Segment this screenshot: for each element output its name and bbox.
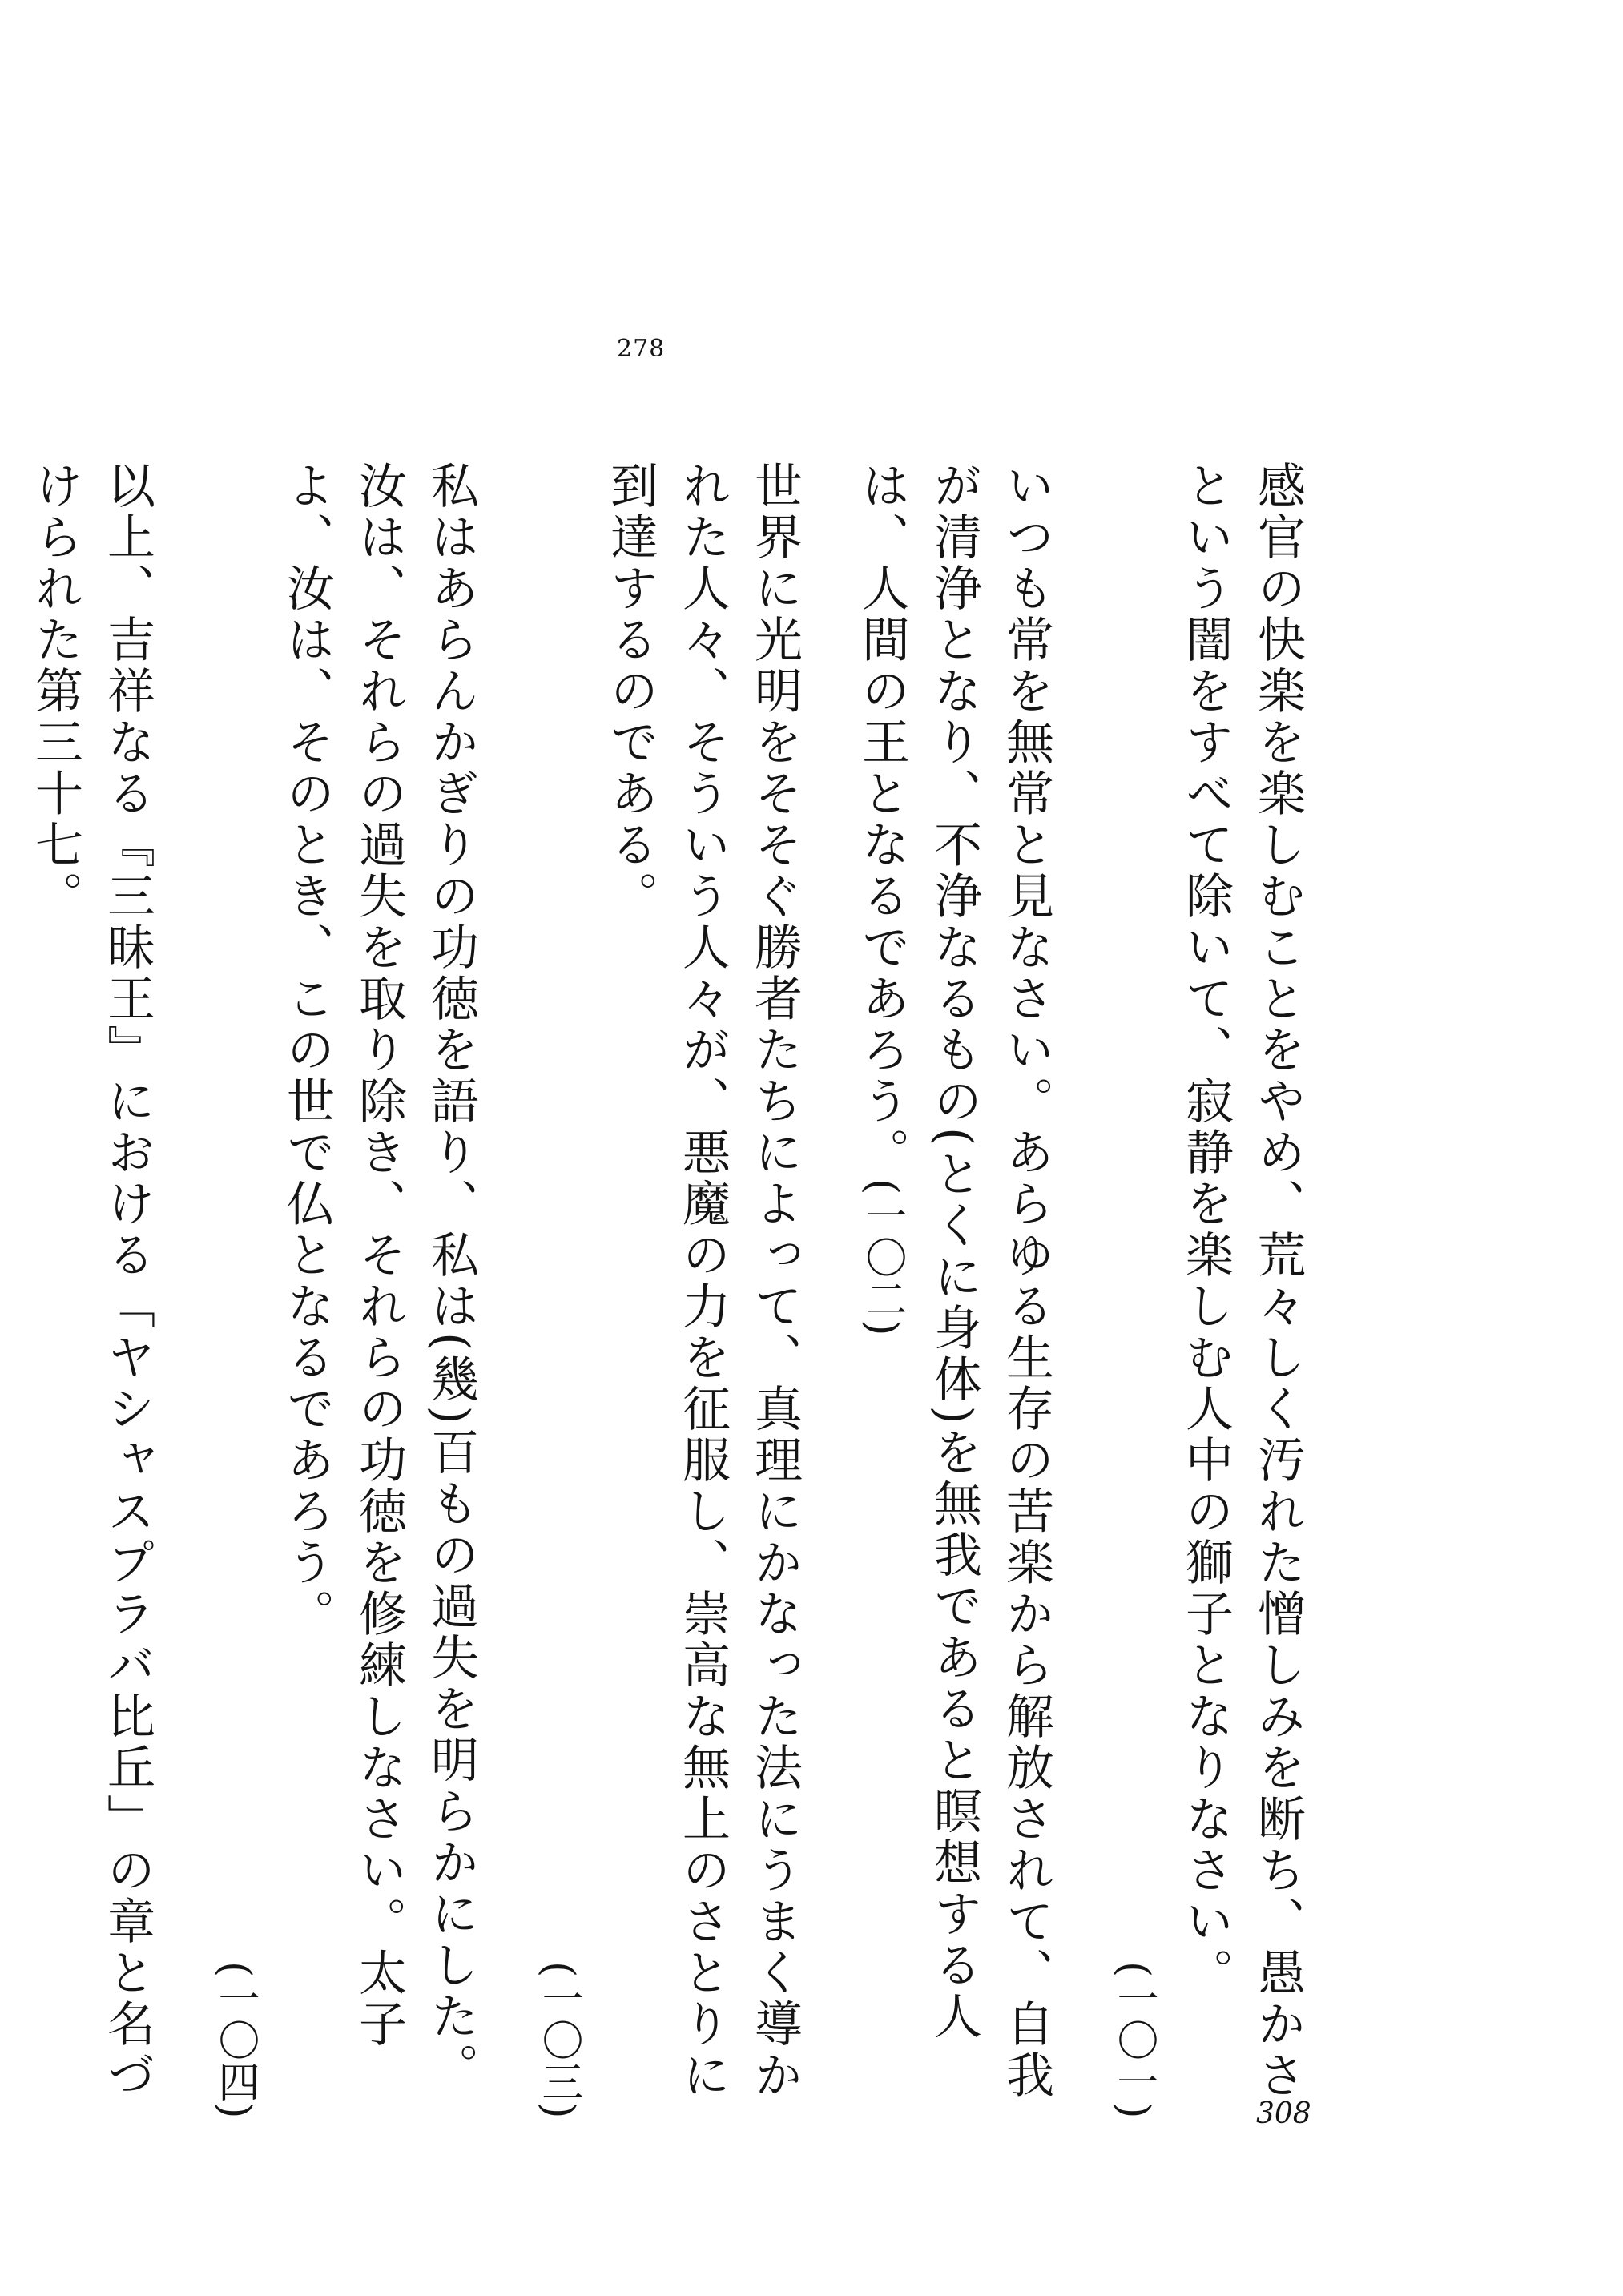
verse-text: 感官の快楽を楽しむことをやめ、荒々しく汚れた憎しみを断ち、愚かさという闇をすべて除いて、寂静を楽しむ人中の獅子となりなさい。 bbox=[1178, 461, 1306, 2101]
verse-text: 世界に光明をそそぐ勝者たちによって、真理にかなった法にうまく導かれた人々、そういう人々が、悪魔の力を征服し、崇高な無上のさとりに到達するのである。 bbox=[602, 461, 803, 2101]
verse-number: (一〇四) bbox=[211, 1961, 259, 2119]
verse-101 bbox=[1097, 461, 1314, 2119]
verse-number: (一〇三) bbox=[534, 1961, 582, 2119]
verse-number: (一〇二) bbox=[858, 1178, 906, 1336]
page-number-top: 278 bbox=[617, 335, 666, 363]
verse-text: いつも常を無常と見なさい。あらゆる生存の苦楽から解放されて、自我が清浄となり、不浄なるもの(とくに身体)を無我であると瞑想する人は、人間の王となるであろう。 bbox=[854, 461, 1054, 2101]
verse-104 bbox=[199, 461, 487, 2119]
verse-text: 私はあらんかぎりの功徳を語り、私は(幾)百もの過失を明らかにした。汝は、それらの過失を取り除き、それらの功徳を修練しなさい。太子よ、汝は、そのとき、この世で仏となるであろう。 bbox=[279, 461, 479, 2094]
verse-103 bbox=[522, 461, 811, 2119]
vertical-text-body bbox=[27, 461, 1314, 2119]
verse-102 bbox=[846, 461, 1062, 2119]
verse-number: (一〇一) bbox=[1110, 1961, 1158, 2119]
chapter-colophon: 以上、吉祥なる『三昧王』における「ヤシャスプラバ比丘」の章と名づけられた第三十七。 bbox=[27, 461, 155, 2101]
page-number-bottom: 308 bbox=[1256, 2097, 1311, 2130]
